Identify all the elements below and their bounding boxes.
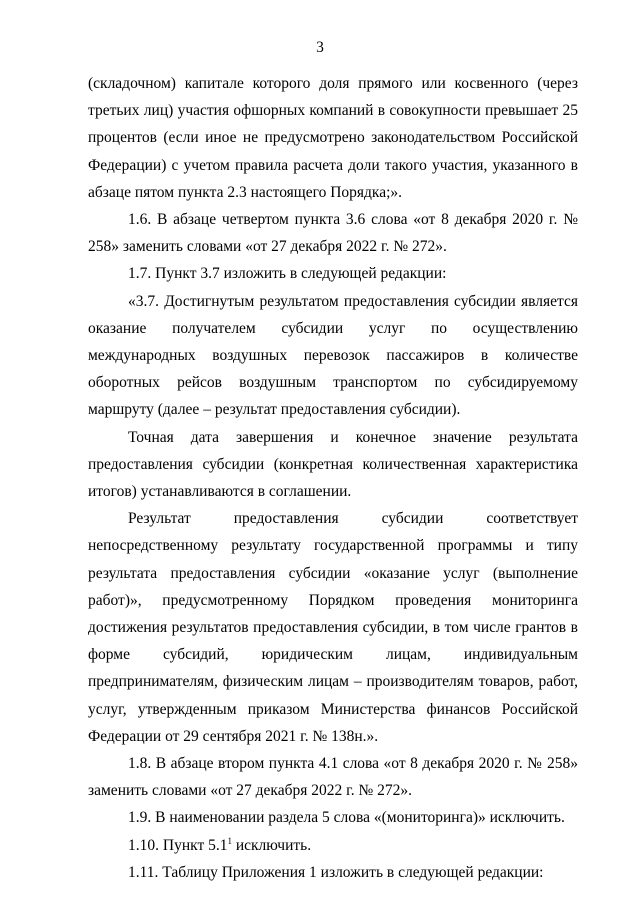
paragraph: 1.8. В абзаце втором пункта 4.1 слова «от 8 декабря 2020 г. № 258» заменить словами «от 27 декабря 2022 г. № 272». — [88, 755, 578, 800]
paragraph: Результат предоставления субсидии соответствует непосредственному результату государственной программы и типу результата предоставления субсидии «оказание услуг (выполнение работ)», предусмотренному Порядком проведения мониторинга достижения результатов предоставления субсидии, в том числе грантов в форме субсидий, юридическим лицам, индивидуальным предпринимателям, физическим лицам – производителям товаров, работ, услуг, утвержденным приказом Министерства финансов Российской Федерации от 29 сентября 2021 г. № 138н.». — [88, 510, 578, 745]
paragraph-text: 1.10. Пункт 5.1 — [128, 836, 228, 854]
paragraph: 1.11. Таблицу Приложения 1 изложить в следующей редакции: — [128, 863, 544, 881]
paragraph: 1.6. В абзаце четвертом пункта 3.6 слова «от 8 декабря 2020 г. № 258» заменить словами «от 27 декабря 2022 г. № 272». — [88, 211, 578, 256]
paragraph-text-after: исключить. — [231, 836, 312, 854]
page-number: 3 — [316, 39, 324, 56]
superscript: 1 — [227, 835, 232, 846]
paragraph: Точная дата завершения и конечное значение результата предоставления субсидии (конкретная количественная характеристика итогов) устанавливаются в соглашении. — [88, 428, 578, 501]
paragraph — [88, 832, 578, 859]
paragraph: 1.9. В наименовании раздела 5 слова «(мониторинга)» исключить. — [128, 809, 565, 827]
paragraph: 1.7. Пункт 3.7 изложить в следующей редакции: — [128, 265, 447, 283]
document-body — [88, 70, 578, 886]
paragraph: (складочном) капитале которого доля прямого или косвенного (через третьих лиц) участия офшорных компаний в совокупности превышает 25 процентов (если иное не предусмотрено законодательством Российской Федерации) с учетом правила расчета доли такого участия, указанного в абзаце пятом пункта 2.3 настоящего Порядка;». — [88, 75, 578, 201]
paragraph: «3.7. Достигнутым результатом предоставления субсидии является оказание получателем субсидии услуг по осуществлению международных воздушных перевозок пассажиров в количестве оборотных рейсов воздушным транспортом по субсидируемому маршруту (далее – результат предоставления субсидии). — [88, 292, 578, 419]
